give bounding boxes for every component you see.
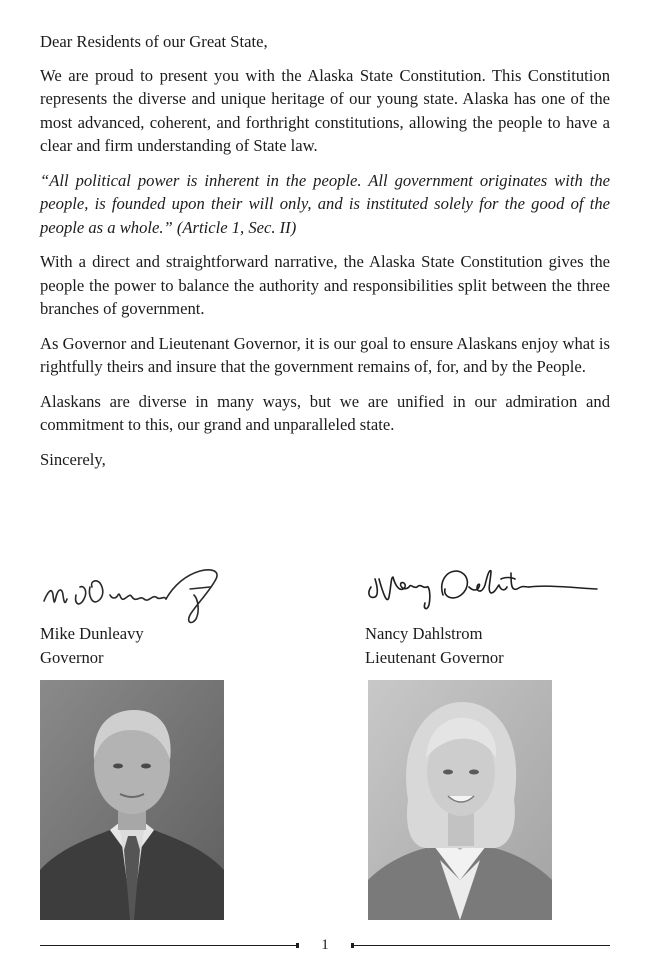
governor-title: Governor: [40, 648, 104, 667]
footer-rule-right: [352, 945, 610, 946]
footer-rule-left: [40, 945, 298, 946]
lieutenant-governor-portrait-photo: [368, 680, 552, 920]
paragraph-narrative: With a direct and straightforward narrative, the Alaska State Constitution gives the people the power to balance the authority and responsibilities split between the three branches of government.: [40, 252, 610, 318]
page-footer: [40, 935, 610, 955]
governor-signature: [40, 565, 245, 625]
paragraph-goal: As Governor and Lieutenant Governor, it is our goal to ensure Alaskans enjoy what is rightfully theirs and insure that the government remains of, for, and by the People.: [40, 333, 610, 376]
paragraph-quote: “All political power is inherent in the people. All government originates with the people, is founded upon their will only, and is instituted solely for the good of the people as a whole.” (Article 1, Sec. II): [40, 170, 610, 237]
page-number: 1: [321, 937, 329, 953]
paragraph-intro: We are proud to present you with the Alaska State Constitution. This Constitution represents the diverse and unique heritage of our young state. Alaska has one of the most advanced, coherent, and forthright constitutions, allowing the people to have a clear and firm understanding of State law.: [40, 65, 610, 155]
letter-body: [40, 30, 610, 482]
footer-rule-left-end: [296, 943, 299, 948]
salutation: Dear Residents of our Great State,: [40, 32, 268, 51]
lieutenant-governor-signature: [365, 565, 605, 615]
governor-name-block: [40, 622, 144, 670]
closing: Sincerely,: [40, 449, 106, 469]
paragraph-unity: Alaskans are diverse in many ways, but we are unified in our admiration and commitment to this, our grand and unparalleled state.: [40, 391, 610, 434]
governor-name: Mike Dunleavy: [40, 624, 144, 643]
lieutenant-governor-name-block: [365, 622, 504, 670]
governor-portrait-photo: [40, 680, 224, 920]
lieutenant-governor-name: Nancy Dahlstrom: [365, 624, 483, 643]
lieutenant-governor-title: Lieutenant Governor: [365, 648, 504, 667]
